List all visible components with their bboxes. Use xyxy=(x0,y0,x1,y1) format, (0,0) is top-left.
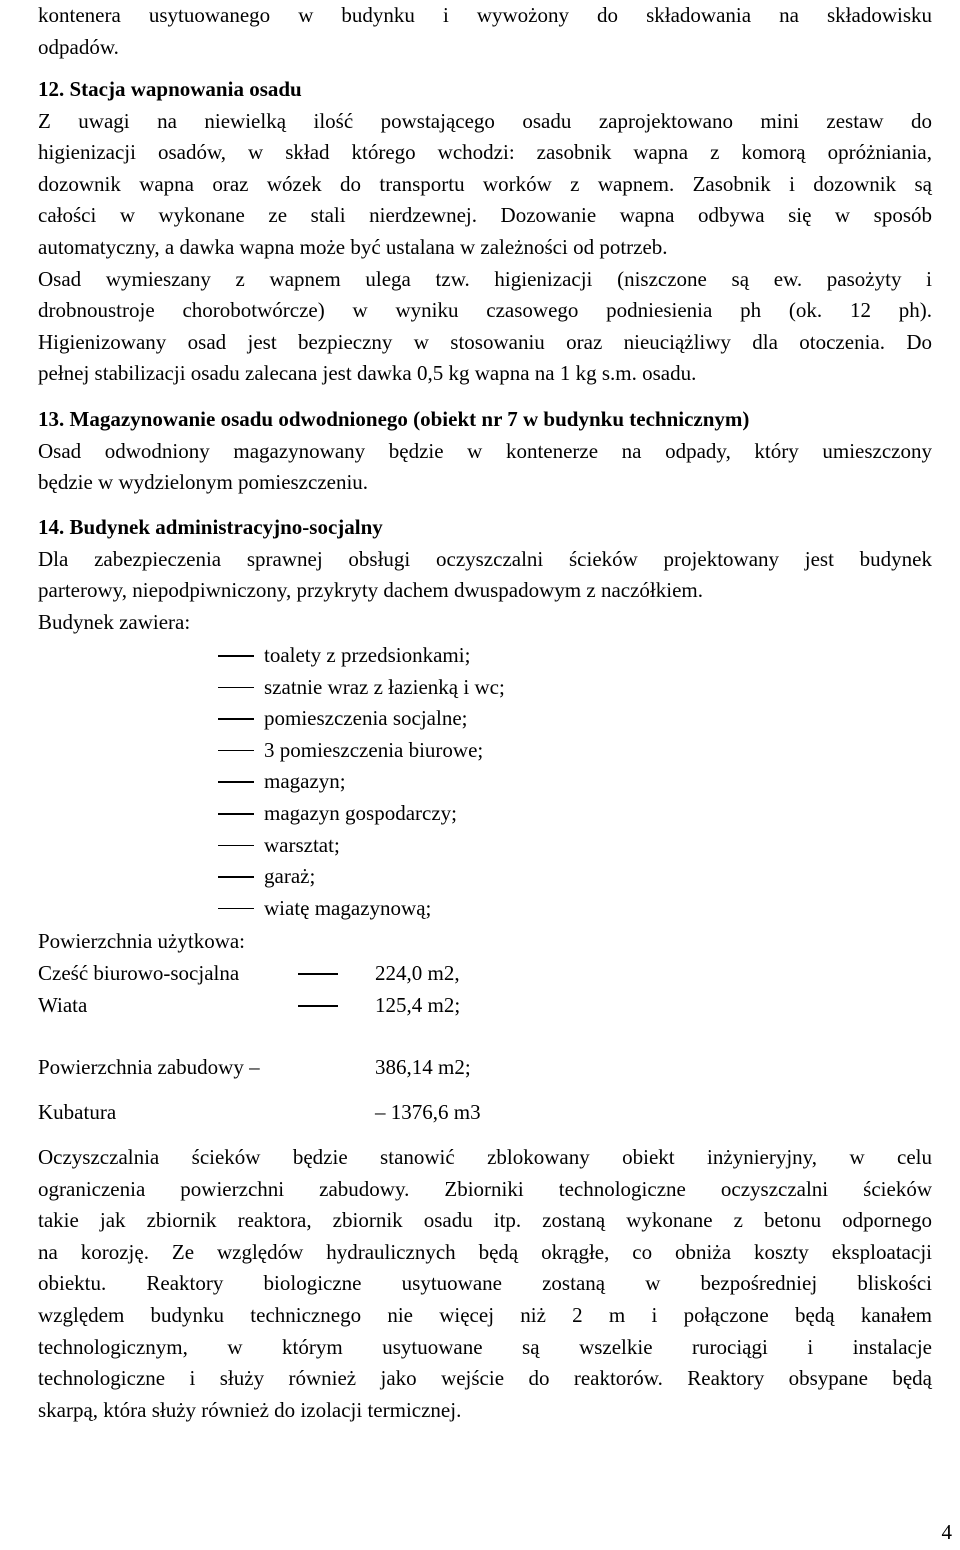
paragraph-line: technologiczne i służy również jako wejście do reaktorów. Reaktory obsypane będą xyxy=(38,1366,932,1391)
section-12-heading xyxy=(38,74,932,106)
paragraph-line: Osad wymieszany z wapnem ulega tzw. higienizacji (niszczone są ew. pasożyty i xyxy=(38,266,932,291)
section-title: Stacja wapnowania osadu xyxy=(69,77,302,101)
section-number: 12. xyxy=(38,77,65,101)
paragraph-line: dozownik wapna oraz wózek do transportu worków z wapnem. Zasobnik i dozownik są xyxy=(38,171,932,196)
list-item-text: magazyn gospodarczy; xyxy=(264,800,458,825)
section-title: Budynek administracyjno-socjalny xyxy=(69,515,383,539)
section-14 xyxy=(38,512,932,638)
built-area-value: 386,14 m2; xyxy=(375,1055,471,1079)
paragraph-line: drobnoustroje chorobotwórcze) w wyniku czasowego podniesienia ph (ok. 12 ph). xyxy=(38,298,932,323)
dash-bullet xyxy=(218,718,254,720)
shelter-area-label: Wiata xyxy=(38,993,88,1017)
list-item xyxy=(218,735,505,767)
office-area-value: 224,0 m2, xyxy=(375,961,460,985)
list-item xyxy=(218,830,505,862)
dash-separator xyxy=(298,1005,338,1007)
paragraph-line: parterowy, niepodpiwniczony, przykryty dachem dwuspadowym z naczółkiem. xyxy=(38,578,703,603)
dash-bullet xyxy=(218,781,254,783)
list-item-text: warsztat; xyxy=(264,832,340,857)
section-number: 14. xyxy=(38,515,65,539)
dash-bullet xyxy=(218,687,254,689)
list-item-text: toalety z przedsionkami; xyxy=(264,643,471,667)
paragraph-line: technologicznym, w którym usytuowane są wszelkie rurociągi i instalacje xyxy=(38,1334,932,1359)
list-item-text: pomieszczenia socjalne; xyxy=(264,706,468,731)
final-paragraph xyxy=(38,1142,932,1426)
section-13-heading xyxy=(38,404,932,436)
paragraph-line: skarpą, która służy również do izolacji termicznej. xyxy=(38,1397,462,1422)
intro-line: odpadów. xyxy=(38,34,119,59)
section-14-heading xyxy=(38,512,932,544)
list-item xyxy=(218,766,505,798)
section-title: Magazynowanie osadu odwodnionego (obiekt nr 7 w budynku technicznym) xyxy=(69,407,750,431)
list-item-text: wiatę magazynową; xyxy=(264,895,432,920)
dash-bullet xyxy=(218,655,254,657)
list-item xyxy=(218,893,505,925)
list-item xyxy=(218,798,505,830)
section-13 xyxy=(38,404,932,499)
office-area-label: Cześć biurowo-socjalna xyxy=(38,961,240,985)
paragraph-line: na korozję. Ze względów hydraulicznych będą okrągłe, co obniża koszty eksploatacji xyxy=(38,1239,932,1264)
paragraph-line: Dla zabezpieczenia sprawnej obsługi oczyszczalni ścieków projektowany jest budynek xyxy=(38,546,932,571)
list-item xyxy=(218,703,505,735)
intro-paragraph xyxy=(38,0,932,63)
dash-bullet xyxy=(218,813,254,815)
building-rooms-list xyxy=(218,640,505,924)
paragraph-line: będzie w wydzielonym pomieszczeniu. xyxy=(38,470,369,495)
paragraph-line: automatyczny, a dawka wapna może być ustalana w zależności od potrzeb. xyxy=(38,234,668,259)
paragraph-line: całości w wykonane ze stali nierdzewnej. Dozowanie wapna odbywa się w sposób xyxy=(38,203,932,228)
built-area-label: Powierzchnia zabudowy – xyxy=(38,1055,260,1079)
dash-bullet xyxy=(218,876,254,878)
list-item xyxy=(218,640,505,672)
list-item-text: 3 pomieszczenia biurowe; xyxy=(264,737,484,762)
paragraph-line: Z uwagi na niewielką ilość powstającego osadu zaprojektowano mini zestaw do xyxy=(38,108,932,133)
list-item xyxy=(218,672,505,704)
dash-bullet xyxy=(218,750,254,752)
paragraph-line: Oczyszczalnia ścieków będzie stanowić zblokowany obiekt inżynieryjny, w celu xyxy=(38,1145,932,1169)
shelter-area-value: 125,4 m2; xyxy=(375,993,461,1017)
usable-area-label: Powierzchnia użytkowa: xyxy=(38,929,246,953)
dash-bullet xyxy=(218,845,254,847)
paragraph-line: względem budynku technicznego nie więcej niż 2 m i połączone będą kanałem xyxy=(38,1302,932,1327)
paragraph-line: takie jak zbiornik reaktora, zbiornik osadu itp. zostaną wykonane z betonu odpornego xyxy=(38,1208,932,1233)
section-12 xyxy=(38,74,932,390)
dash-separator xyxy=(298,973,338,975)
building-contains-label: Budynek zawiera: xyxy=(38,609,191,634)
list-item-text: garaż; xyxy=(264,864,316,889)
dash-bullet xyxy=(218,908,254,910)
volume-value: – 1376,6 m3 xyxy=(375,1100,481,1124)
paragraph-line: pełnej stabilizacji osadu zalecana jest dawka 0,5 kg wapna na 1 kg s.m. osadu. xyxy=(38,361,697,386)
paragraph-line: Osad odwodniony magazynowany będzie w kontenerze na odpady, który umieszczony xyxy=(38,438,932,463)
list-item-text: szatnie wraz z łazienką i wc; xyxy=(264,674,505,699)
page-number: 4 xyxy=(941,1520,952,1544)
paragraph-line: higienizacji osadów, w skład którego wchodzi: zasobnik wapna z komorą opróżniania, xyxy=(38,140,932,165)
list-item-text: magazyn; xyxy=(264,769,346,794)
volume-label: Kubatura xyxy=(38,1100,117,1124)
intro-line: kontenera usytuowanego w budynku i wywożony do składowania na składowisku xyxy=(38,3,932,27)
list-item xyxy=(218,861,505,893)
section-number: 13. xyxy=(38,407,65,431)
paragraph-line: obiektu. Reaktory biologiczne usytuowane zostaną w bezpośredniej bliskości xyxy=(38,1271,932,1296)
paragraph-line: Higienizowany osad jest bezpieczny w stosowaniu oraz nieuciążliwy dla otoczenia. Do xyxy=(38,329,932,354)
paragraph-line: ograniczenia powierzchni zabudowy. Zbiorniki technologiczne oczyszczalni ścieków xyxy=(38,1176,932,1201)
